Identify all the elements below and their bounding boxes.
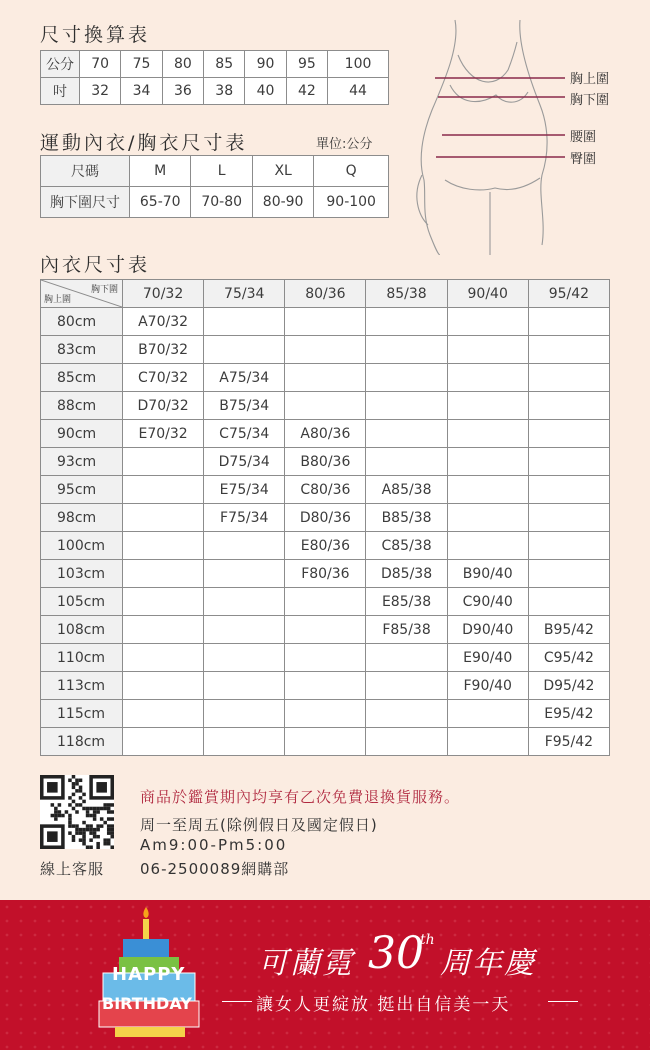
table-cell: B75/34 <box>204 392 285 420</box>
service-hours: Am9:00-Pm5:00 <box>140 836 288 854</box>
table-cell <box>285 308 366 336</box>
table-cell: C95/42 <box>528 644 609 672</box>
table-cell <box>447 476 528 504</box>
table-cell: E70/32 <box>123 420 204 448</box>
table-cell <box>204 560 285 588</box>
table-cell: 32 <box>80 78 121 105</box>
table-cell <box>366 672 447 700</box>
table-cell <box>204 532 285 560</box>
table-cell <box>447 728 528 756</box>
table-cell <box>204 588 285 616</box>
table-row <box>41 336 610 364</box>
table-cell: F85/38 <box>366 616 447 644</box>
table-row <box>41 560 610 588</box>
table-cell: F75/34 <box>204 504 285 532</box>
corner-header <box>41 280 123 308</box>
slogan-divider-left <box>222 1001 252 1002</box>
table-cell: A80/36 <box>285 420 366 448</box>
qr-code-icon <box>40 775 114 849</box>
row-header: 103cm <box>41 560 123 588</box>
table-cell: 44 <box>328 78 389 105</box>
table-cell: 34 <box>121 78 162 105</box>
table-row <box>41 476 610 504</box>
table-cell <box>123 700 204 728</box>
table-cell <box>204 728 285 756</box>
table-row <box>41 616 610 644</box>
table-cell <box>123 588 204 616</box>
row-header: 公分 <box>41 51 80 78</box>
row-header: 115cm <box>41 700 123 728</box>
table-cell <box>528 560 609 588</box>
table-cell <box>204 336 285 364</box>
banner-number: 30 <box>368 928 424 979</box>
table-cell: 80-90 <box>252 187 313 218</box>
table-cell: Q <box>314 156 389 187</box>
table-cell <box>204 308 285 336</box>
table-row <box>41 420 610 448</box>
table-cell <box>447 336 528 364</box>
sport-title: 運動內衣/胸衣尺寸表 <box>40 132 248 154</box>
return-notice: 商品於鑑賞期內均享有乙次免費退換貨服務。 <box>140 788 461 806</box>
table-row <box>41 156 389 187</box>
table-cell <box>366 700 447 728</box>
table-cell <box>204 700 285 728</box>
table-cell: A85/38 <box>366 476 447 504</box>
table-row <box>41 588 610 616</box>
hip-label: 臀圍 <box>570 152 597 167</box>
table-cell <box>528 588 609 616</box>
table-cell <box>123 504 204 532</box>
table-cell: 95 <box>286 51 327 78</box>
table-row <box>41 532 610 560</box>
cake-birthday-text: BIRTHDAY <box>102 994 192 1013</box>
table-cell <box>366 728 447 756</box>
unit-label: 單位:公分 <box>316 137 373 152</box>
banner-suffix: th <box>420 932 435 948</box>
table-cell <box>204 644 285 672</box>
banner-brand: 可蘭霓 <box>258 946 354 981</box>
bra-title: 內衣尺寸表 <box>40 254 151 276</box>
table-row <box>41 364 610 392</box>
table-row <box>41 308 610 336</box>
table-row <box>41 644 610 672</box>
table-cell <box>528 420 609 448</box>
table-row <box>41 672 610 700</box>
table-cell <box>366 392 447 420</box>
table-cell: 38 <box>204 78 245 105</box>
table-cell <box>528 308 609 336</box>
table-cell <box>447 448 528 476</box>
table-row <box>41 700 610 728</box>
table-cell <box>447 420 528 448</box>
table-row <box>41 187 389 218</box>
table-cell: 70 <box>80 51 121 78</box>
row-header: 吋 <box>41 78 80 105</box>
row-header: 113cm <box>41 672 123 700</box>
table-cell <box>366 448 447 476</box>
row-header: 105cm <box>41 588 123 616</box>
service-phone: 06-2500089網購部 <box>140 860 290 878</box>
table-cell <box>447 308 528 336</box>
table-cell <box>528 476 609 504</box>
table-cell: A70/32 <box>123 308 204 336</box>
table-cell: B70/32 <box>123 336 204 364</box>
table-cell: 75 <box>121 51 162 78</box>
table-cell <box>366 364 447 392</box>
table-header-row <box>41 280 610 308</box>
table-cell: E90/40 <box>447 644 528 672</box>
table-cell: A75/34 <box>204 364 285 392</box>
table-cell: M <box>130 156 191 187</box>
table-cell: B85/38 <box>366 504 447 532</box>
table-cell: D75/34 <box>204 448 285 476</box>
table-cell <box>528 532 609 560</box>
table-cell <box>528 392 609 420</box>
table-cell <box>285 644 366 672</box>
column-header: 80/36 <box>285 280 366 308</box>
column-header: 85/38 <box>366 280 447 308</box>
waist-label: 腰圍 <box>570 130 597 145</box>
sport-size-table <box>40 155 389 218</box>
table-cell <box>366 336 447 364</box>
table-cell <box>285 588 366 616</box>
conversion-title: 尺寸換算表 <box>40 24 151 46</box>
table-cell <box>123 532 204 560</box>
table-cell: D85/38 <box>366 560 447 588</box>
bra-size-table <box>40 279 610 756</box>
table-cell: D95/42 <box>528 672 609 700</box>
row-header: 85cm <box>41 364 123 392</box>
table-cell <box>123 476 204 504</box>
table-cell: 42 <box>286 78 327 105</box>
table-cell <box>123 672 204 700</box>
row-header: 95cm <box>41 476 123 504</box>
row-header: 108cm <box>41 616 123 644</box>
table-cell: F80/36 <box>285 560 366 588</box>
row-header: 83cm <box>41 336 123 364</box>
table-cell: B90/40 <box>447 560 528 588</box>
service-days: 周一至周五(除例假日及國定假日) <box>140 816 378 834</box>
table-cell <box>123 560 204 588</box>
row-header: 尺碼 <box>41 156 130 187</box>
table-cell <box>447 532 528 560</box>
table-cell: L <box>191 156 252 187</box>
table-cell <box>528 364 609 392</box>
column-header: 90/40 <box>447 280 528 308</box>
row-header: 90cm <box>41 420 123 448</box>
row-header: 118cm <box>41 728 123 756</box>
table-cell <box>204 616 285 644</box>
corner-top-label: 胸下圍 <box>90 285 118 295</box>
table-cell: 65-70 <box>130 187 191 218</box>
table-cell: C80/36 <box>285 476 366 504</box>
table-cell: B95/42 <box>528 616 609 644</box>
cake-happy-text: HAPPY <box>112 964 186 985</box>
anniversary-banner <box>0 900 650 1050</box>
column-header: 70/32 <box>123 280 204 308</box>
table-cell: E80/36 <box>285 532 366 560</box>
table-cell: 40 <box>245 78 286 105</box>
table-cell <box>123 728 204 756</box>
row-header: 100cm <box>41 532 123 560</box>
table-cell: C75/34 <box>204 420 285 448</box>
table-cell <box>528 336 609 364</box>
table-cell <box>285 728 366 756</box>
table-cell: 90-100 <box>314 187 389 218</box>
table-cell <box>285 616 366 644</box>
service-label: 線上客服 <box>40 860 105 878</box>
table-cell: C70/32 <box>123 364 204 392</box>
table-cell: E95/42 <box>528 700 609 728</box>
banner-anniversary: 周年慶 <box>440 946 536 981</box>
table-cell: 70-80 <box>191 187 252 218</box>
table-cell: E85/38 <box>366 588 447 616</box>
table-cell <box>366 644 447 672</box>
table-cell <box>528 504 609 532</box>
table-cell <box>447 504 528 532</box>
row-header: 80cm <box>41 308 123 336</box>
table-cell: 100 <box>328 51 389 78</box>
table-row <box>41 78 389 105</box>
column-header: 95/42 <box>528 280 609 308</box>
table-cell <box>123 448 204 476</box>
table-cell <box>366 308 447 336</box>
row-header: 胸下圍尺寸 <box>41 187 130 218</box>
table-cell: F95/42 <box>528 728 609 756</box>
table-row <box>41 504 610 532</box>
table-row <box>41 448 610 476</box>
column-header: 75/34 <box>204 280 285 308</box>
conversion-table <box>40 50 389 105</box>
table-row <box>41 51 389 78</box>
table-cell: F90/40 <box>447 672 528 700</box>
table-cell <box>285 336 366 364</box>
row-header: 110cm <box>41 644 123 672</box>
table-cell <box>366 420 447 448</box>
table-cell <box>285 672 366 700</box>
table-cell <box>285 700 366 728</box>
table-cell <box>285 364 366 392</box>
table-cell <box>123 616 204 644</box>
banner-slogan: 讓女人更綻放 挺出自信美一天 <box>256 995 511 1015</box>
under-bust-label: 胸下圍 <box>570 93 610 108</box>
row-header: 98cm <box>41 504 123 532</box>
table-cell: D80/36 <box>285 504 366 532</box>
table-cell: C90/40 <box>447 588 528 616</box>
table-cell: E75/34 <box>204 476 285 504</box>
table-cell <box>285 392 366 420</box>
table-cell: XL <box>252 156 313 187</box>
table-row <box>41 392 610 420</box>
table-cell: 90 <box>245 51 286 78</box>
table-row <box>41 728 610 756</box>
table-cell: C85/38 <box>366 532 447 560</box>
upper-bust-label: 胸上圍 <box>570 72 610 87</box>
table-cell <box>447 364 528 392</box>
table-cell: D70/32 <box>123 392 204 420</box>
row-header: 93cm <box>41 448 123 476</box>
table-cell <box>528 448 609 476</box>
table-cell <box>123 644 204 672</box>
table-cell <box>447 392 528 420</box>
table-cell: D90/40 <box>447 616 528 644</box>
table-cell: 85 <box>204 51 245 78</box>
body-figure-illustration <box>400 10 650 255</box>
slogan-divider-right <box>548 1001 578 1002</box>
table-cell <box>447 700 528 728</box>
corner-bottom-label: 胸上圍 <box>44 295 72 305</box>
row-header: 88cm <box>41 392 123 420</box>
table-cell: 36 <box>162 78 203 105</box>
table-cell: 80 <box>162 51 203 78</box>
table-cell <box>204 672 285 700</box>
table-cell: B80/36 <box>285 448 366 476</box>
